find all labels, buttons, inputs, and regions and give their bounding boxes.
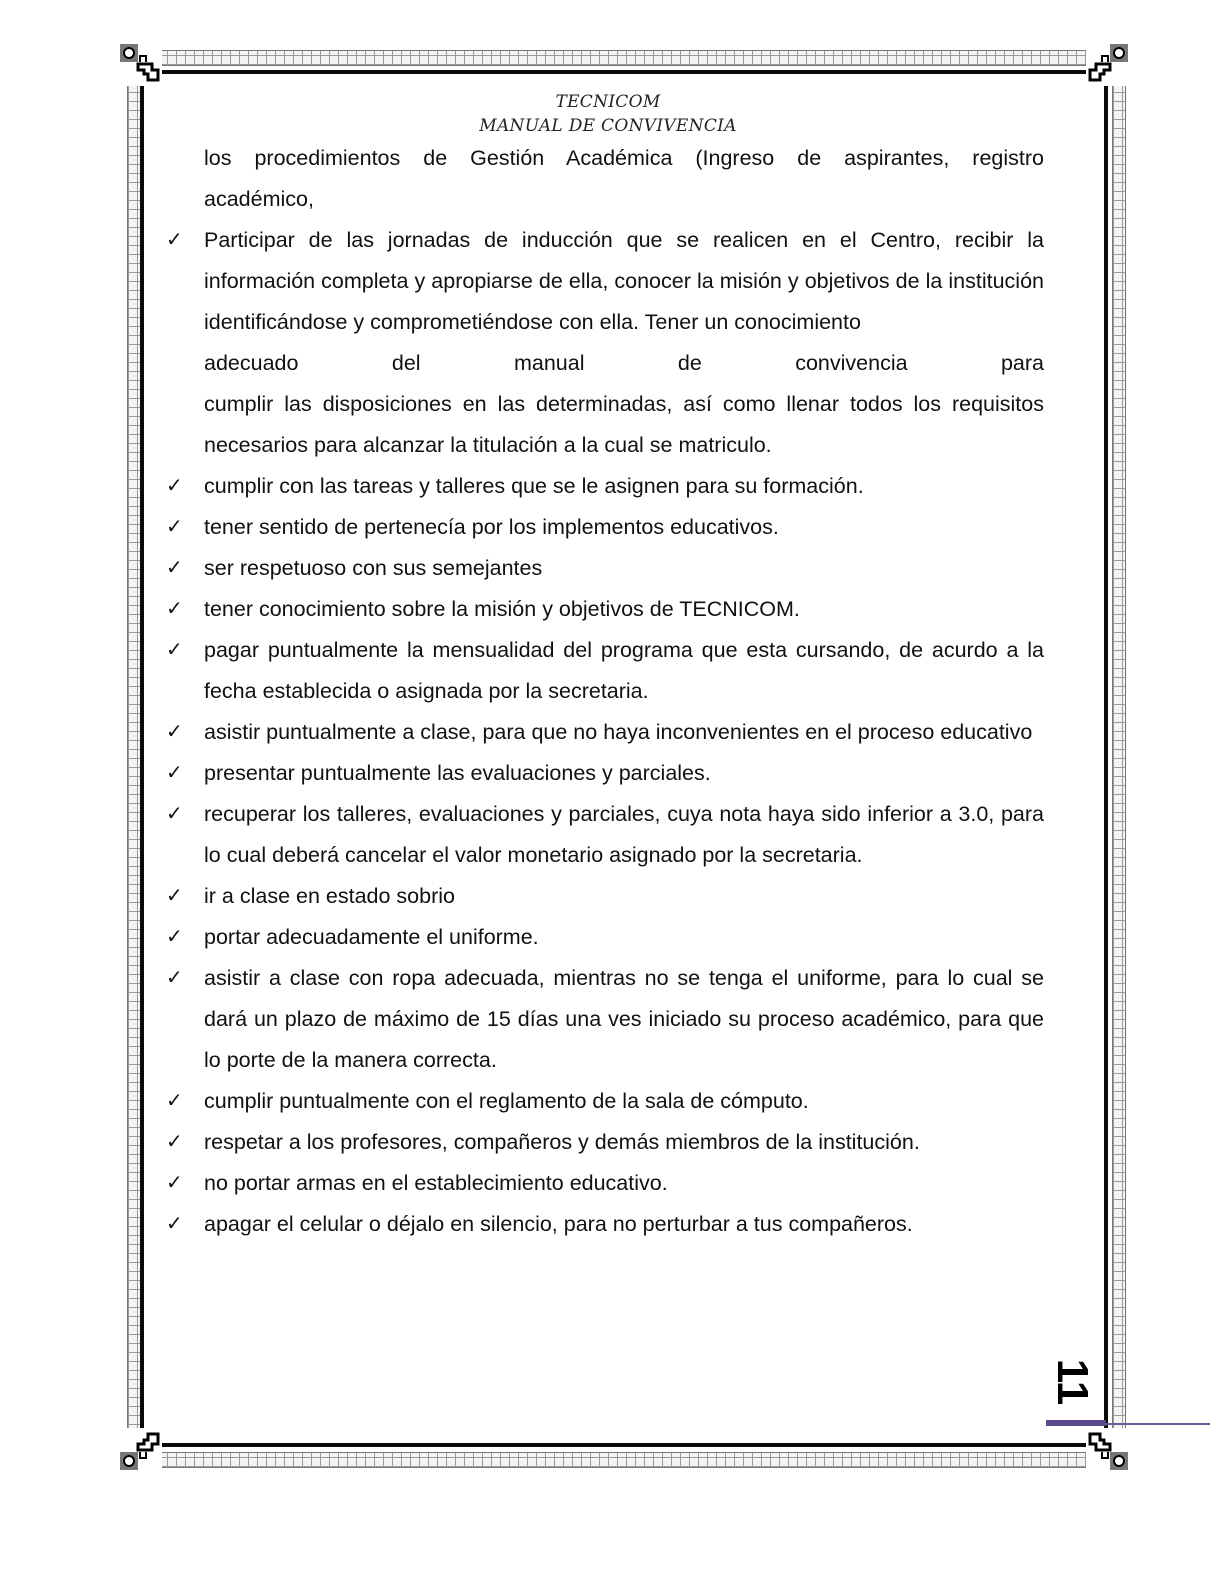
document-body [164, 138, 1044, 1245]
checkmark-icon: ✓ [166, 516, 183, 538]
list-item [164, 876, 1044, 917]
frame-corner-ornament [118, 1428, 162, 1472]
checkmark-icon: ✓ [166, 475, 183, 497]
list-item-text: tener conocimiento sobre la misión y objetivos de TECNICOM. [204, 597, 800, 621]
list-item [164, 548, 1044, 589]
frame-inner-line-right [1104, 70, 1108, 1447]
frame-left-border [127, 60, 141, 1462]
duties-list [164, 220, 1044, 1245]
checkmark-icon: ✓ [166, 229, 183, 251]
page-number: 11 [1048, 1358, 1097, 1406]
page-number-rule [1046, 1420, 1106, 1426]
list-item [164, 1122, 1044, 1163]
list-item-text: portar adecuadamente el uniforme. [204, 925, 539, 949]
list-item [164, 794, 1044, 876]
checkmark-icon: ✓ [166, 926, 183, 948]
list-item [164, 507, 1044, 548]
list-item [164, 753, 1044, 794]
list-item-text: asistir a clase con ropa adecuada, mientras no se tenga el uniforme, para lo cual se dará un plazo de máximo de 15 días una ves iniciado su proceso académico, para que lo porte de la manera correcta. [204, 966, 1044, 1072]
frame-corner-ornament [1086, 1428, 1130, 1472]
frame-corner-ornament [118, 42, 162, 86]
list-item [164, 1081, 1044, 1122]
checkmark-icon: ✓ [166, 762, 183, 784]
checkmark-icon: ✓ [166, 1131, 183, 1153]
list-item-text: Participar de las jornadas de inducción que se realicen en el Centro, recibir la información completa y apropiarse de ella, conocer la misión y objetivos de la institución identificándose y comprometiéndose con ella. Tener un conocimiento [204, 228, 1044, 334]
frame-right-border [1112, 60, 1126, 1462]
document-header [300, 90, 916, 138]
list-item-text: adecuado del manual de convivencia para [204, 351, 1044, 375]
list-item-text: ser respetuoso con sus semejantes [204, 556, 543, 580]
list-item [164, 1204, 1044, 1245]
list-item [164, 917, 1044, 958]
checkmark-icon: ✓ [166, 598, 183, 620]
list-item-text: no portar armas en el establecimiento educativo. [204, 1171, 668, 1195]
checkmark-icon: ✓ [166, 1172, 183, 1194]
list-item-text: cumplir las disposiciones en las determinadas, así como llenar todos los requisitos necesarios para alcanzar la titulación a la cual se matriculo. [204, 392, 1044, 457]
list-item-text: pagar puntualmente la mensualidad del programa que esta cursando, de acurdo a la fecha establecida o asignada por la secretaria. [204, 638, 1044, 703]
frame-bottom-border [130, 1452, 1116, 1468]
checkmark-icon: ✓ [166, 557, 183, 579]
list-item-text: respetar a los profesores, compañeros y demás miembros de la institución. [204, 1130, 920, 1154]
list-item [164, 712, 1044, 753]
list-item [164, 1163, 1044, 1204]
checkmark-icon: ✓ [166, 721, 183, 743]
frame-inner-line-left [140, 70, 144, 1447]
header-title: TECNICOM [555, 92, 661, 112]
frame-top-border [130, 50, 1116, 66]
list-item [164, 589, 1044, 630]
checkmark-icon: ✓ [166, 639, 183, 661]
checkmark-icon: ✓ [166, 885, 183, 907]
list-item-text: recuperar los talleres, evaluaciones y parciales, cuya nota haya sido inferior a 3.0, para lo cual deberá cancelar el valor monetario asignado por la secretaria. [204, 802, 1044, 867]
frame-inner-line-bottom [140, 1443, 1110, 1447]
list-item-text: asistir puntualmente a clase, para que no haya inconvenientes en el proceso educativo [204, 720, 1033, 744]
checkmark-icon: ✓ [166, 1090, 183, 1112]
list-item-text: tener sentido de pertenecía por los implementos educativos. [204, 515, 779, 539]
checkmark-icon: ✓ [166, 1213, 183, 1235]
list-item-text: presentar puntualmente las evaluaciones y parciales. [204, 761, 711, 785]
checkmark-icon: ✓ [166, 803, 183, 825]
list-item [164, 630, 1044, 712]
list-item-text: cumplir con las tareas y talleres que se le asignen para su formación. [204, 474, 864, 498]
list-item [164, 220, 1044, 466]
intro-text-line: académico, [204, 187, 314, 211]
page-number-rule-extension [1106, 1423, 1210, 1425]
checkmark-icon: ✓ [166, 967, 183, 989]
intro-text-line: los procedimientos de Gestión Académica (Ingreso de aspirantes, registro [204, 146, 1044, 170]
list-item-text: cumplir puntualmente con el reglamento de la sala de cómputo. [204, 1089, 809, 1113]
frame-corner-ornament [1086, 42, 1130, 86]
header-subtitle: MANUAL DE CONVIVENCIA [479, 116, 737, 136]
list-item [164, 466, 1044, 507]
list-item-text: ir a clase en estado sobrio [204, 884, 455, 908]
list-item-text: apagar el celular o déjalo en silencio, para no perturbar a tus compañeros. [204, 1212, 913, 1236]
frame-inner-line-top [140, 70, 1110, 74]
list-item [164, 958, 1044, 1081]
